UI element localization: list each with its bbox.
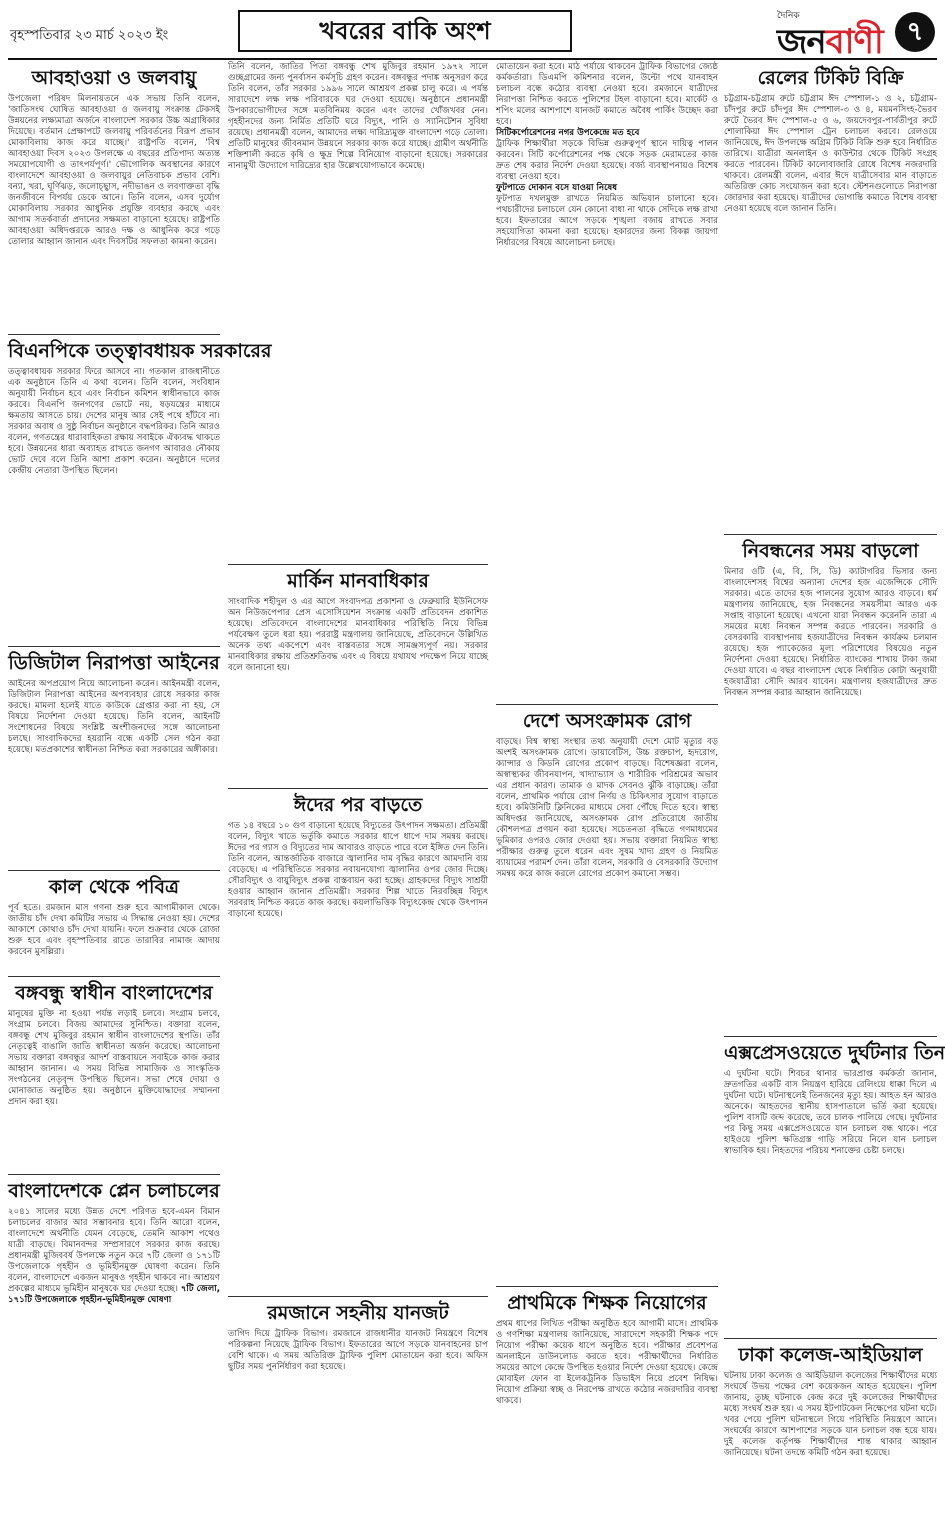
article-price-hike — [228, 788, 488, 1295]
article-body: তত্ত্বাবধায়ক সরকার ফিরে আসবে না। গতকাল রাজধানীতে এক অনুষ্ঠানে তিনি এ কথা বলেন। তিনি বলেন, সংবিধান অনুযায়ী নির্বাচন হবে এবং নির্বাচন কমিশন স্বাধীনভাবে কাজ করবে। বিএনপি জনগণের ভোটে নয়, ষড়যন্ত্রের মাধ্যমে ক্ষমতায় আসতে চায়। দেশের মানুষ আর সেই পথে হাঁটবে না। সরকার অবাধ ও সুষ্ঠু নির্বাচন অনুষ্ঠানে বদ্ধপরিকর। তিনি আরও বলেন, গণতন্ত্রের ধারাবাহিকতা রক্ষায় সবাইকে ঐক্যবদ্ধ থাকতে হবে। উন্নয়নের ধারা অব্যাহত রাখতে জনগণ আবারও নৌকায় ভোট দেবে বলে তিনি আশা প্রকাশ করেন। অনুষ্ঠানে দলের কেন্দ্রীয় নেতারা উপস্থিত ছিলেন। — [8, 367, 220, 476]
article-body: তিনি বলেন, জাতির পিতা বঙ্গবন্ধু শেখ মুজিবুর রহমান ১৯৭২ সালে গুচ্ছগ্রামের জন্য পুনর্বাসন কর্মসূচি গ্রহণ করেন। বঙ্গবন্ধুর পদাঙ্ক অনুসরণ করে তিনি বলেন, তাঁর সরকার ১৯৯৬ সালে আশ্রয়ণ প্রকল্প চালু করে। এ পর্যন্ত সারাদেশে লক্ষ লক্ষ পরিবারকে ঘর দেওয়া হয়েছে। অনুষ্ঠানে প্রধানমন্ত্রী উপকারভোগীদের সঙ্গে মতবিনিময় করেন এবং তাদের খোঁজখবর নেন। গৃহহীনদের জন্য নির্মিত প্রতিটি ঘরে বিদ্যুৎ, পানি ও স্যানিটেশন সুবিধা রয়েছে। প্রধানমন্ত্রী বলেন, আমাদের লক্ষ্য দারিদ্র্যমুক্ত বাংলাদেশ গড়ে তোলা। প্রতিটি মানুষের জীবনমান উন্নয়নে সরকার কাজ করে যাচ্ছে। গ্রামীণ অর্থনীতি শক্তিশালী করতে কৃষি ও ক্ষুদ্র শিল্পে বিনিয়োগ বাড়ানো হয়েছে। সরকারের নানামুখী উদ্যোগে দারিদ্র্যের হার উল্লেখযোগ্যভাবে কমেছে। — [228, 62, 488, 171]
headline: মার্কিন মানবাধিকার — [287, 570, 429, 592]
headline: বাংলাদেশকে প্লেন চলাচলের — [8, 1180, 220, 1202]
headline: এক্সপ্রেসওয়েতে দুর্ঘটনার তিন — [724, 1042, 945, 1064]
article-noncommunicable-disease — [496, 704, 718, 1285]
subheading: ফুটপাতে দোকান বসে যাওয়া নিষেধ — [496, 183, 618, 193]
article-teacher-recruitment — [496, 1286, 718, 1519]
article-body: পূর্ব হতে। রমজান মাস গণনা শুরু হবে আগামীকাল থেকে। জাতীয় চাঁদ দেখা কমিটির সভায় এ সিদ্ধান্ত নেওয়া হয়। দেশের আকাশে কোথাও চাঁদ দেখা যায়নি। ফলে শুক্রবার থেকে রোজা শুরু হবে এবং বৃহস্পতিবার রাতে তারাবির নামাজ আদায় করবেন মুসল্লিরা। — [8, 903, 220, 957]
article-plane — [8, 1174, 220, 1519]
logo-part-1: জন — [777, 22, 826, 62]
article-expressway-accident — [724, 1036, 945, 1337]
headline: বঙ্গবন্ধু স্বাধীন বাংলাদেশের — [15, 982, 213, 1004]
article-body: আইনের অপপ্রয়োগ নিয়ে আলোচনা করেন। আইনমন্ত্রী বলেন, ডিজিটাল নিরাপত্তা আইনের অপব্যবহার রোধে সরকার কাজ করছে। মামলা হলেই যাতে কাউকে গ্রেপ্তার করা না হয়, সে বিষয়ে নির্দেশনা দেওয়া হয়েছে। তিনি বলেন, আইনটি সংশোধনের বিষয়ে সংশ্লিষ্ট অংশীজনদের সঙ্গে আলোচনা চলছে। সাংবাদিকদের হয়রানি বন্ধে একটি সেল গঠন করা হয়েছে। মতপ্রকাশের স্বাধীনতা নিশ্চিত করা সরকারের অঙ্গীকার। — [8, 679, 220, 755]
headline: ডিজিটাল নিরাপত্তা আইনের — [8, 652, 220, 674]
article-body: গত ১৪ বছরে ১০ গুণ বাড়ানো হয়েছে বিদ্যুতের উৎপাদন সক্ষমতা। প্রতিমন্ত্রী বলেন, বিদ্যুৎ খাতে ভর্তুকি কমাতে সরকার ধাপে ধাপে দাম সমন্বয় করছে। ঈদের পর গ্যাস ও বিদ্যুতের দাম আবারও বাড়তে পারে বলে ইঙ্গিত দেন তিনি। তিনি বলেন, আন্তর্জাতিক বাজারে জ্বালানির দাম বৃদ্ধির কারণে আমদানি ব্যয় বেড়েছে। এ পরিস্থিতিতে সরকার নবায়নযোগ্য জ্বালানির ওপর জোর দিচ্ছে। সৌরবিদ্যুৎ ও বায়ুবিদ্যুৎ প্রকল্প বাস্তবায়ন করা হচ্ছে। গ্রাহকদের বিদ্যুৎ সাশ্রয়ী হওয়ার আহ্বান জানান প্রতিমন্ত্রী। সরকার শিল্প খাতে নিরবচ্ছিন্ন বিদ্যুৎ সরবরাহ নিশ্চিত করতে কাজ করছে। কয়লাভিত্তিক বিদ্যুৎকেন্দ্র থেকে উৎপাদন বাড়ানো হয়েছে। — [228, 821, 488, 919]
logo-part-2: বাণী — [825, 22, 883, 62]
article-body: তাগিদ দিয়ে ট্রাফিক বিভাগ। রমজানে রাজধানীর যানজট নিয়ন্ত্রণে বিশেষ পরিকল্পনা নিয়েছে ট্রাফিক বিভাগ। ইফতারের আগে সড়কে যানবাহনের চাপ বেশি থাকে। এ সময় অতিরিক্ত ট্রাফিক পুলিশ মোতায়েন করা হবে। অফিস ছুটির সময় পুনর্নির্ধারণ করা হয়েছে। — [228, 1329, 488, 1372]
article-body: বাড়ছে। বিশ্ব স্বাস্থ্য সংস্থার তথ্য অনুযায়ী দেশে মোট মৃত্যুর বড় অংশই অসংক্রামক রোগে। ডায়াবেটিস, উচ্চ রক্তচাপ, হৃদরোগ, ক্যান্সার ও কিডনি রোগের প্রকোপ বাড়ছে। বিশেষজ্ঞরা বলেন, অস্বাস্থ্যকর জীবনযাপন, খাদ্যাভ্যাস ও শারীরিক পরিশ্রমের অভাব এর প্রধান কারণ। তামাক ও মাদক সেবনও ঝুঁকি বাড়াচ্ছে। তাঁরা বলেন, প্রাথমিক পর্যায়ে রোগ নির্ণয় ও চিকিৎসার সুযোগ বাড়াতে হবে। কমিউনিটি ক্লিনিকের মাধ্যমে সেবা পৌঁছে দিতে হবে। স্বাস্থ্য অধিদপ্তর জানিয়েছে, অসংক্রামক রোগ প্রতিরোধে জাতীয় কৌশলপত্র প্রণয়ন করা হয়েছে। সচেতনতা বৃদ্ধিতে গণমাধ্যমের ভূমিকার ওপরও জোর দেওয়া হয়। সভায় বক্তারা নিয়মিত স্বাস্থ্য পরীক্ষার গুরুত্ব তুলে ধরেন এবং সুষম খাদ্য গ্রহণ ও নিয়মিত ব্যায়ামের পরামর্শ দেন। তাঁরা বলেন, সরকারি ও বেসরকারি উদ্যোগ সমন্বয় করে কাজ করলে রোগের প্রকোপ কমানো সম্ভব। — [496, 737, 718, 879]
newspaper-logo — [777, 8, 937, 62]
headline: বিএনপিকে তত্ত্বাবধায়ক সরকারের — [8, 340, 272, 362]
headline: দেশে অসংক্রামক রোগ — [522, 710, 692, 732]
article-dhaka-college — [724, 1338, 937, 1519]
subheading: সিটিকর্পোরেশনের নগর উপকেন্দ্রে মত হবে — [496, 128, 640, 138]
article-text: ফুটপাত দখলমুক্ত রাখতে নিয়মিত অভিযান চালানো হবে। পথচারীদের চলাচলে যেন কোনো বাধা না থাকে সেদিকে লক্ষ রাখা হবে। ইফতারের আগে সড়কে শৃঙ্খলা বজায় রাখতে সবার সহযোগিতা কামনা করা হয়েছে। হকারদের জন্য বিকল্প জায়গা নির্ধারণের বিষয়ে আলোচনা চলছে। — [496, 194, 718, 248]
masthead — [8, 8, 937, 60]
article-body: চট্টগ্রাম-চট্টগ্রাম রুটে চট্টগ্রাম ঈদ স্পেশাল-১ ও ২, চট্টগ্রাম-চাঁদপুর রুটে চাঁদপুর ঈদ স্পেশাল-৩ ও ৪, ময়মনসিংহ-ভৈরব রুটে ভৈরব ঈদ স্পেশাল-৫ ও ৬, জয়দেবপুর-পার্বতীপুর রুটে শোলাকিয়া ঈদ স্পেশাল ট্রেন চলাচল করবে। রেলওয়ে জানিয়েছে, ঈদ উপলক্ষে অগ্রিম টিকিট বিক্রি শুরু হবে নির্ধারিত তারিখে। যাত্রীরা অনলাইন ও কাউন্টার থেকে টিকিট সংগ্রহ করতে পারবেন। টিকিট কালোবাজারি রোধে বিশেষ নজরদারি থাকবে। রেলমন্ত্রী বলেন, এবার ঈদে যাত্রীসেবার মান বাড়াতে অতিরিক্ত কোচ সংযোজন করা হবে। স্টেশনগুলোতে নিরাপত্তা জোরদার করা হয়েছে। যাত্রীদের ভোগান্তি কমাতে বিশেষ ব্যবস্থা নেওয়া হয়েছে বলে জানান তিনি। — [724, 94, 937, 214]
article-text: মোতায়েন করা হবে। মাঠ পর্যায়ে থাকবেন ট্রাফিক বিভাগের জ্যেষ্ঠ কর্মকর্তারা। ডিএমপি কমিশনার বলেন, উল্টো পথে যানবাহন চলাচল বন্ধে কঠোর ব্যবস্থা নেওয়া হবে। রমজানে যাত্রীদের নিরাপত্তা নিশ্চিত করতে পুলিশের টহল বাড়ানো হবে। মার্কেট ও শপিং মলের আশপাশে যানজট কমাতে অবৈধ পার্কিং উচ্ছেদ করা হবে। — [496, 62, 718, 127]
article-holy-month — [8, 870, 220, 975]
headline: আবহাওয়া ও জলবায়ু — [31, 67, 197, 89]
article-body: সাংবাদিক শহীদুল ও এর আগে সংবাদপত্র প্রকাশনা ও ফেব্রুয়ারি ইউনিসেফ অন নিউজপেপার প্রেস এসোসিয়েশন সংক্রান্ত একটি প্রতিবেদন প্রকাশিত হয়েছে। প্রতিবেদনে বাংলাদেশের মানবাধিকার পরিস্থিতি নিয়ে বিভিন্ন পর্যবেক্ষণ তুলে ধরা হয়। পররাষ্ট্র মন্ত্রণালয় জানিয়েছে, প্রতিবেদনে উল্লিখিত অনেক তথ্য একপেশে এবং বাস্তবতার সঙ্গে সামঞ্জস্যপূর্ণ নয়। সরকার মানবাধিকার রক্ষায় প্রতিশ্রুতিবদ্ধ এবং এ বিষয়ে যথাযথ পদক্ষেপ নিয়ে যাচ্ছে বলে জানানো হয়। — [228, 597, 488, 673]
article-text: ট্রাফিক শিক্ষার্থীরা সড়কে বিভিন্ন গুরুত্বপূর্ণ স্থানে দায়িত্ব পালন করবেন। সিটি কর্পোরেশনের পক্ষ থেকে সড়ক মেরামতের কাজ দ্রুত শেষ করার নির্দেশ দেওয়া হয়েছে। বর্জ্য ব্যবস্থাপনায়ও বিশেষ ব্যবস্থা নেওয়া হবে। — [496, 139, 718, 182]
article-body: এ দুর্ঘটনা ঘটে। শিবচর থানার ভারপ্রাপ্ত কর্মকর্তা জানান, দ্রুতগতির একটি বাস নিয়ন্ত্রণ হারিয়ে রেলিংয়ে ধাক্কা দিলে এ দুর্ঘটনা ঘটে। ঘটনাস্থলেই তিনজনের মৃত্যু হয়। আহত হন আরও অনেকে। আহতদের স্থানীয় হাসপাতালে ভর্তি করা হয়েছে। পুলিশ বাসটি জব্দ করেছে, তবে চালক পালিয়ে গেছে। দুর্ঘটনার পর কিছু সময় এক্সপ্রেসওয়েতে যান চলাচল বন্ধ থাকে। পরে হাইওয়ে পুলিশ ক্ষতিগ্রস্ত গাড়ি সরিয়ে নিলে যান চলাচল স্বাভাবিক হয়। নিহতদের পরিচয় শনাক্তের চেষ্টা চলছে। — [724, 1069, 937, 1156]
article-us-human-rights — [228, 564, 488, 787]
headline: কাল থেকে পবিত্র — [49, 876, 179, 898]
article-body — [496, 62, 718, 702]
article-hajj-registration — [724, 534, 937, 1035]
article-housing-continued — [228, 62, 488, 562]
issue-date: বৃহস্পতিবার ২৩ মার্চ ২০২৩ ইং — [10, 28, 169, 43]
section-title: খবরের বাকি অংশ — [238, 10, 572, 52]
headline: নিবন্ধনের সময় বাড়লো — [742, 540, 919, 562]
column-4 — [724, 62, 945, 1518]
article-body: প্রথম ধাপের লিখিত পরীক্ষা অনুষ্ঠিত হবে আগামী মাসে। প্রাথমিক ও গণশিক্ষা মন্ত্রণালয় জানিয়েছে, সারাদেশে সহকারী শিক্ষক পদে নিয়োগ পরীক্ষা কয়েক ধাপে অনুষ্ঠিত হবে। পরীক্ষার প্রবেশপত্র অনলাইনে ডাউনলোড করতে হবে। পরীক্ষার্থীদের নির্ধারিত সময়ের আগে কেন্দ্রে উপস্থিত হওয়ার নির্দেশ দেওয়া হয়েছে। কেন্দ্রে মোবাইল ফোন বা ইলেকট্রনিক ডিভাইস নিয়ে প্রবেশ নিষিদ্ধ। নিয়োগ প্রক্রিয়া স্বচ্ছ ও নিরপেক্ষ রাখতে কঠোর নজরদারির ব্যবস্থা থাকবে। — [496, 1319, 718, 1406]
article-bangabandhu — [8, 976, 220, 1173]
headline: ঢাকা কলেজ-আইডিয়াল — [738, 1344, 923, 1366]
article-weather — [8, 62, 220, 332]
article-body — [8, 1207, 220, 1517]
article-digital-security — [8, 646, 220, 869]
article-train-ticket — [724, 62, 937, 532]
article-dmp-continued — [496, 62, 718, 702]
article-ramadan-traffic — [228, 1296, 488, 1519]
article-body: মানুষের মুক্তি না হওয়া পর্যন্ত লড়াই চলবে। সংগ্রাম চলবে, সংগ্রাম চলবে। বিজয় আমাদের সুনিশ্চিত। বক্তারা বলেন, বঙ্গবন্ধু শেখ মুজিবুর রহমান স্বাধীন বাংলাদেশের স্থপতি। তাঁর নেতৃত্বেই বাঙালি জাতি স্বাধীনতা অর্জন করেছে। আলোচনা সভায় বক্তারা বঙ্গবন্ধুর আদর্শ বাস্তবায়নে সবাইকে কাজ করার আহ্বান জানান। এ সময় বিভিন্ন সামাজিক ও সাংস্কৃতিক সংগঠনের নেতৃবৃন্দ উপস্থিত ছিলেন। সভা শেষে দোয়া ও মোনাজাত অনুষ্ঠিত হয়। অনুষ্ঠানে মুক্তিযোদ্ধাদের সম্মাননা প্রদান করা হয়। — [8, 1009, 220, 1107]
headline: রমজানে সহনীয় যানজট — [267, 1302, 449, 1324]
column-3 — [496, 62, 718, 1518]
article-body: উপজেলা পরিষদ মিলনায়তনে এক সভায় তিনি বলেন, 'জাতিসংঘ ঘোষিত আবহাওয়া ও জলবায়ু সংক্রান্ত টেকসই উন্নয়নের লক্ষ্যমাত্রা অর্জনে বাংলাদেশ সরকার উচ্চ অগ্রাধিকার দিয়েছে। বর্তমান প্রেক্ষাপটে জলবায়ু পরিবর্তনের বিরূপ প্রভাব মোকাবিলায় কাজ করে যাচ্ছে।' রাষ্ট্রপতি বলেন, 'বিশ্ব আবহাওয়া দিবস ২০২৩ উপলক্ষে এ বছরের প্রতিপাদ্য অত্যন্ত সময়োপযোগী ও তাৎপর্যপূর্ণ।' ভৌগোলিক অবস্থানের কারণে বাংলাদেশে আবহাওয়া ও জলবায়ুর নেতিবাচক প্রভাব বেশি। বন্যা, খরা, ঘূর্ণিঝড়, জলোচ্ছ্বাস, নদীভাঙন ও লবণাক্ততা বৃদ্ধি জনজীবনে বিপর্যয় ডেকে আনে। তিনি বলেন, এসব দুর্যোগ মোকাবিলায় সরকার আধুনিক প্রযুক্তি ব্যবহার করছে এবং আগাম সতর্কবার্তা প্রদানের সক্ষমতা বাড়ানো হয়েছে। রাষ্ট্রপতি আবহাওয়া অধিদপ্তরকে আরও দক্ষ ও আধুনিক করে গড়ে তোলার আহ্বান জানান এবং দিবসটির সফলতা কামনা করেন। — [8, 94, 220, 247]
article-body: ঘটনায় ঢাকা কলেজ ও আইডিয়াল কলেজের শিক্ষার্থীদের মধ্যে সংঘর্ষে উভয় পক্ষের বেশ কয়েকজন আহত হয়েছেন। পুলিশ জানায়, তুচ্ছ ঘটনাকে কেন্দ্র করে দুই কলেজের শিক্ষার্থীদের মধ্যে সংঘর্ষ শুরু হয়। এ সময় ইটপাটকেল নিক্ষেপের ঘটনা ঘটে। খবর পেয়ে পুলিশ ঘটনাস্থলে গিয়ে পরিস্থিতি নিয়ন্ত্রণে আনে। সংঘর্ষের কারণে আশপাশের সড়কে যান চলাচল বন্ধ হয়ে যায়। দুই কলেজ কর্তৃপক্ষ শিক্ষার্থীদের শান্ত থাকার আহ্বান জানিয়েছে। ঘটনা তদন্তে কমিটি গঠন করা হয়েছে। — [724, 1371, 937, 1458]
column-2 — [228, 62, 488, 1518]
article-caretaker — [8, 334, 272, 645]
headline: রেলের টিকিট বিক্রি — [757, 67, 904, 89]
page-number-badge: ৭ — [895, 12, 935, 52]
article-body: মিনার ওটি (এ, বি, সি, ডি) ক্যাটাগরির ভিসার জন্য বাংলাদেশসহ বিশ্বের অন্যান্য দেশের হজ এজেন্সিকে সৌদি সরকার। এতে তাদের হজ পালনের সুযোগ আরও বাড়বে। ধর্ম মন্ত্রণালয় জানিয়েছে, হজ নিবন্ধনের সময়সীমা আরও এক সপ্তাহ বাড়ানো হয়েছে। এখনো যারা নিবন্ধন করেননি তারা এ সময়ের মধ্যে নিবন্ধন সম্পন্ন করতে পারবেন। সরকারি ও বেসরকারি ব্যবস্থাপনায় হজযাত্রীদের নিবন্ধন কার্যক্রম চলমান রয়েছে। হজ প্যাকেজের মূল্য পরিশোধের বিষয়েও নতুন নির্দেশনা দেওয়া হয়েছে। নির্ধারিত ব্যাংকের শাখায় টাকা জমা দেওয়া যাবে। এ বছর বাংলাদেশ থেকে নির্ধারিত কোটা অনুযায়ী হজযাত্রীরা সৌদি আরব যাবেন। মন্ত্রণালয় হজযাত্রীদের দ্রুত নিবন্ধন সম্পন্ন করার আহ্বান জানিয়েছে। — [724, 567, 937, 698]
headline: প্রাথমিকে শিক্ষক নিয়োগের — [507, 1292, 707, 1314]
article-text: ২০৪১ সালের মধ্যে উন্নত দেশে পরিণত হবে-এমন বিমান চলাচলের বাজার আর সম্ভাবনার হবে। তিনি আরো বলেন, বাংলাদেশে অর্থনীতি যেমন বেড়েছে, তেমনি আকাশ পথেও যাত্রী বাড়ছে। বিমানবন্দর সম্প্রসারণে সরকার কাজ করছে। প্রধানমন্ত্রী মুজিববর্ষ উপলক্ষে নতুন করে ৭টি জেলা ও ১৭১টি উপজেলাকে গৃহহীন ও ভূমিহীনমুক্ত ঘোষণা করেন। তিনি বলেন, বাংলাদেশে একজন মানুষও গৃহহীন থাকবে না। আশ্রয়ণ প্রকল্পের মাধ্যমে ভূমিহীন মানুষকে ঘর দেওয়া হচ্ছে। — [8, 1207, 220, 1294]
subheading: ৭টি জেলা, ১৭১টি উপজেলাকে গৃহহীন-ভূমিহীনমুক্ত ঘোষণা — [8, 1284, 221, 1305]
logo-daily-label: দৈনিক — [777, 11, 800, 21]
column-1 — [8, 62, 272, 1518]
headline: ঈদের পর বাড়তে — [293, 794, 423, 816]
